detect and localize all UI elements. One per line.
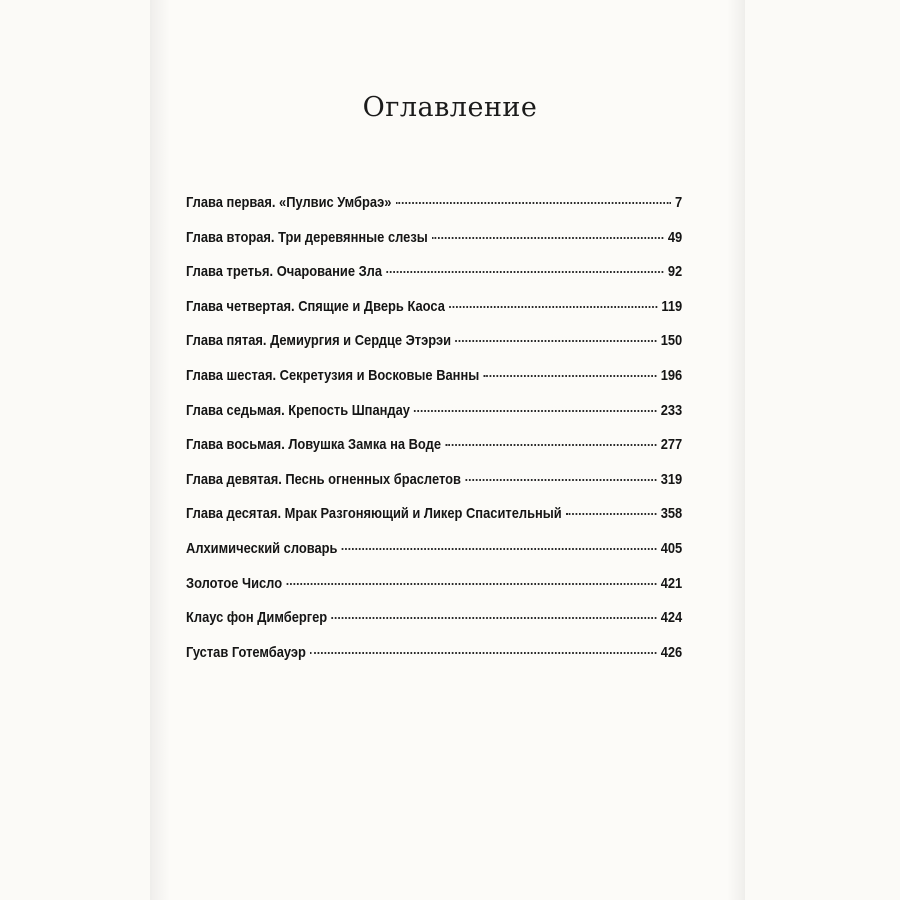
toc-entry	[186, 367, 682, 402]
toc-entry-page: 196	[660, 366, 683, 384]
toc-entry	[186, 575, 682, 610]
toc-entry-title: Глава девятая. Песнь огненных браслетов	[186, 470, 461, 488]
dot-leader	[484, 375, 657, 377]
toc-entry	[186, 471, 682, 506]
toc-entry	[186, 194, 682, 229]
dot-leader	[386, 271, 663, 273]
toc-entry-title: Глава десятая. Мрак Разгоняющий и Ликер Спасительный	[186, 505, 562, 523]
toc-entry	[186, 609, 682, 644]
dot-leader	[396, 202, 671, 204]
dot-leader	[310, 652, 656, 654]
dot-leader	[414, 410, 656, 412]
toc-entry-page: 319	[660, 470, 683, 488]
dot-leader	[449, 306, 657, 308]
toc-entry-title: Глава вторая. Три деревянные слезы	[186, 228, 428, 246]
toc-entry-title: Глава пятая. Демиургия и Сердце Этэрэи	[186, 332, 452, 350]
toc-entry	[186, 332, 682, 367]
toc-entry-title: Алхимический словарь	[186, 539, 338, 557]
toc-entry-title: Клаус фон Димбергер	[186, 609, 328, 627]
page-shadow-right	[727, 0, 745, 900]
toc-entry-page: 233	[660, 401, 683, 419]
dot-leader	[432, 237, 664, 239]
toc-entry-title: Глава четвертая. Спящие и Дверь Каоса	[186, 297, 445, 315]
toc-entry	[186, 505, 682, 540]
page-title: Оглавление	[362, 92, 538, 123]
dot-leader	[331, 617, 656, 619]
toc-entry-title: Глава седьмая. Крепость Шпандау	[186, 401, 410, 419]
toc-entry-page: 150	[660, 332, 683, 350]
dot-leader	[455, 340, 656, 342]
toc-entry-page: 92	[667, 263, 683, 281]
toc-entry-title: Глава восьмая. Ловушка Замка на Воде	[186, 436, 442, 454]
toc-entry-page: 277	[660, 436, 683, 454]
dot-leader	[445, 444, 656, 446]
page-shadow-left	[150, 0, 170, 900]
toc-entry	[186, 402, 682, 437]
toc-entry-page: 49	[667, 228, 683, 246]
toc-entry	[186, 263, 682, 298]
toc-entry	[186, 229, 682, 264]
toc-entry	[186, 436, 682, 471]
toc-entry-title: Глава первая. «Пулвис Умбраэ»	[186, 194, 392, 211]
dot-leader	[465, 479, 656, 481]
toc-entry-title: Глава третья. Очарование Зла	[186, 263, 383, 281]
toc-entry-title: Золотое Число	[186, 574, 283, 592]
dot-leader	[566, 513, 656, 515]
toc-entry-page: 426	[660, 643, 683, 661]
toc-entry-page: 424	[660, 609, 683, 627]
toc-entry-title: Глава шестая. Секретузия и Восковые Ванны	[186, 366, 480, 384]
toc-entry-page: 405	[660, 539, 683, 557]
dot-leader	[286, 583, 656, 585]
dot-leader	[342, 548, 657, 550]
toc-entry-page: 7	[675, 194, 683, 211]
toc-entry-title: Густав Готембауэр	[186, 643, 306, 661]
toc-entry	[186, 540, 682, 575]
toc-entry-page: 421	[660, 574, 683, 592]
toc-entry-page: 119	[661, 297, 683, 315]
toc-entry	[186, 298, 682, 333]
table-of-contents	[186, 194, 682, 678]
toc-entry	[186, 644, 682, 679]
toc-entry-page: 358	[660, 505, 683, 523]
